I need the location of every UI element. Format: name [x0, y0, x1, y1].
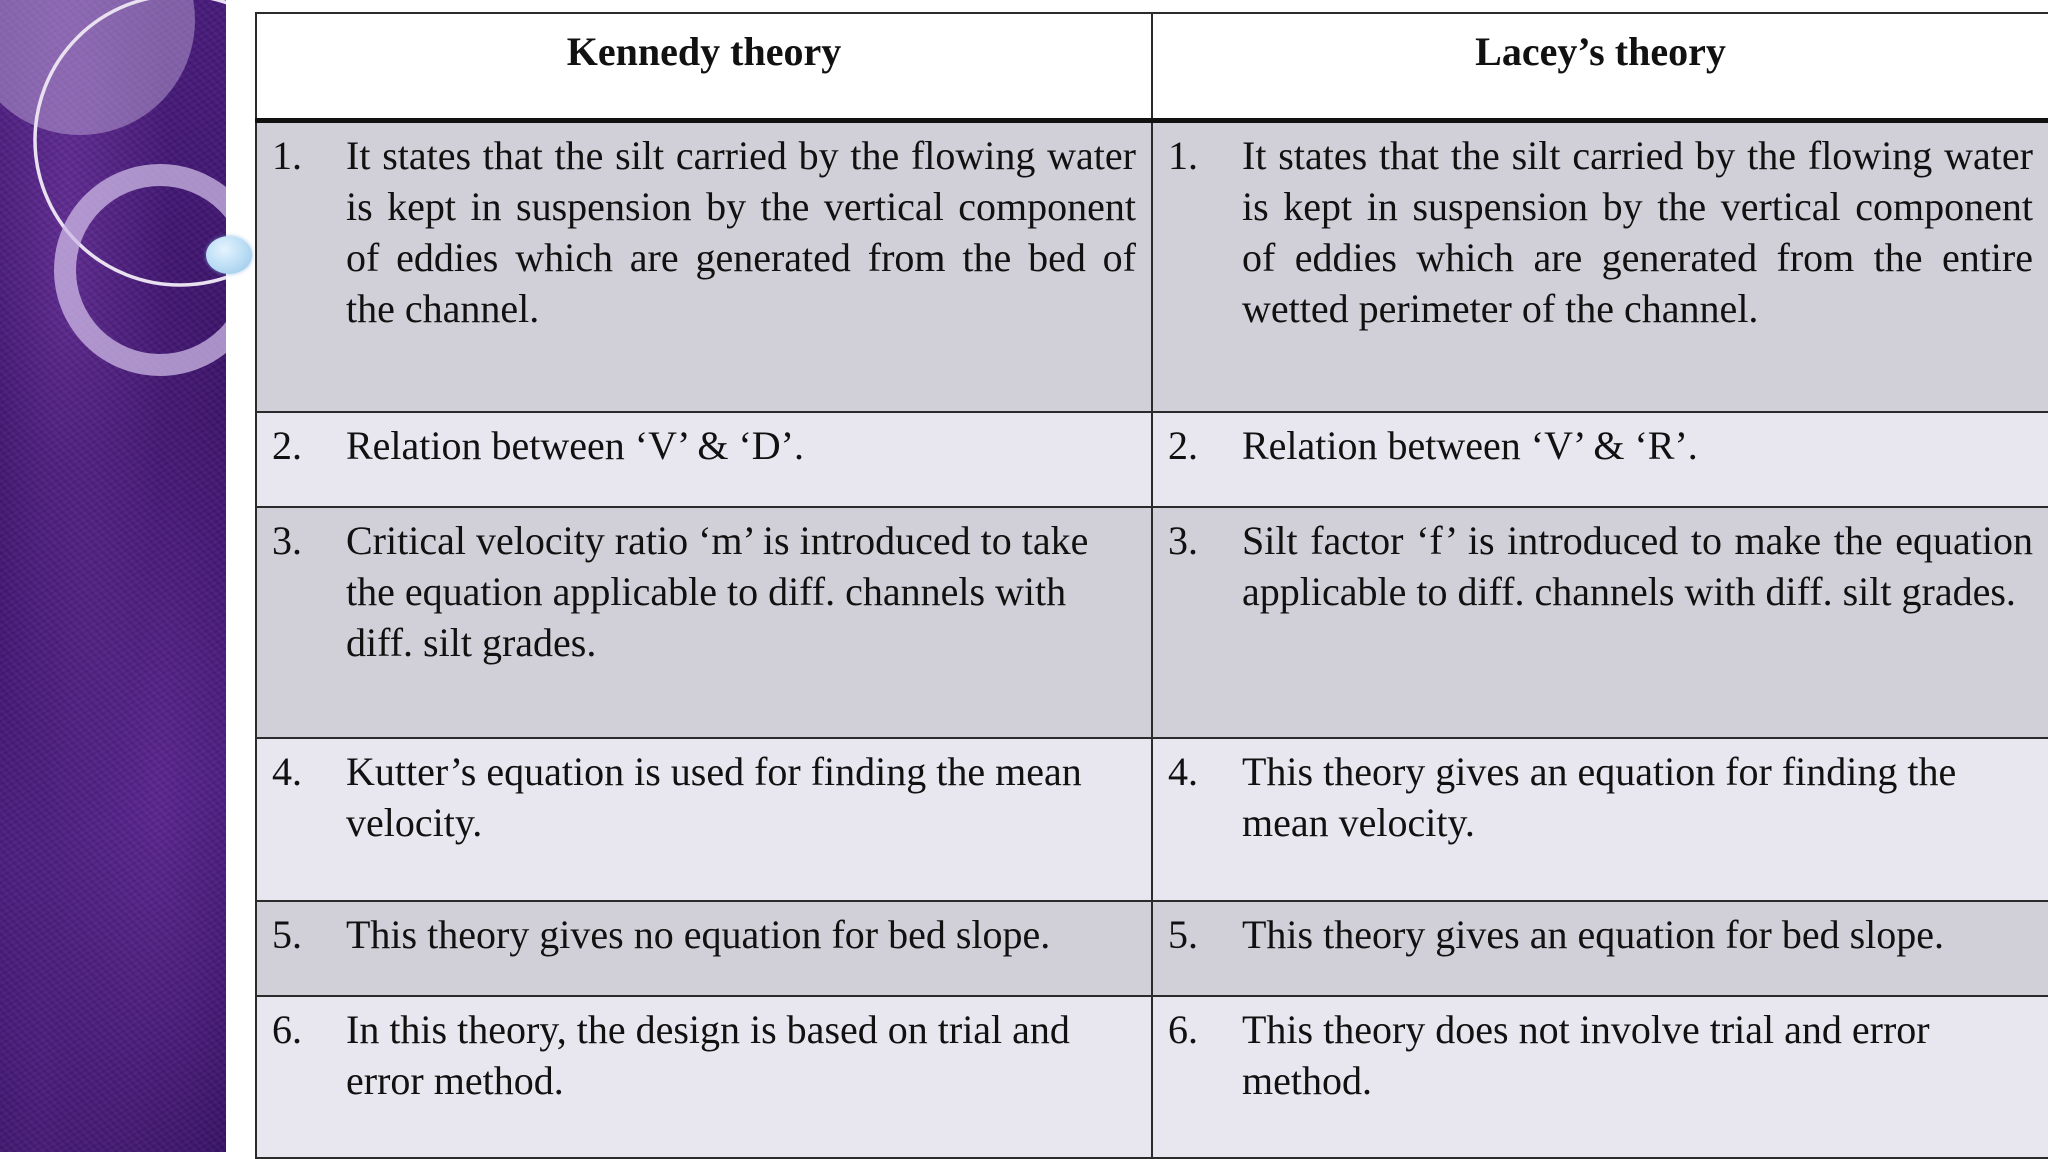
table-row [256, 738, 2048, 901]
item-text: Silt factor ‘f’ is introduced to make the equation applicable to diff. channels with diff. silt grades. [1242, 518, 2033, 614]
item-number: 3. [272, 518, 302, 563]
lacey-cell [1152, 738, 2048, 901]
kennedy-cell [256, 901, 1152, 996]
decorative-thick-ring [65, 175, 226, 365]
decorative-sidebar [0, 0, 226, 1152]
item-text: This theory gives an equation for finding the mean velocity. [1242, 749, 1957, 845]
item-number: 1. [1168, 133, 1198, 178]
item-number: 6. [272, 1007, 302, 1052]
item-text: This theory gives no equation for bed slope. [346, 912, 1051, 957]
kennedy-cell [256, 412, 1152, 507]
lacey-cell [1152, 412, 2048, 507]
comparison-table-container [255, 12, 2048, 1159]
table-row [256, 412, 2048, 507]
item-number: 1. [272, 133, 302, 178]
decorative-rings [0, 0, 226, 1152]
item-number: 2. [272, 423, 302, 468]
header-kennedy-theory: Kennedy theory [256, 13, 1152, 121]
table-row [256, 996, 2048, 1158]
item-text: This theory does not involve trial and error method. [1242, 1007, 1930, 1103]
lacey-cell [1152, 121, 2048, 413]
lacey-cell [1152, 996, 2048, 1158]
header-laceys-theory: Lacey’s theory [1152, 13, 2048, 121]
lacey-cell [1152, 507, 2048, 738]
item-text: It states that the silt carried by the flowing water is kept in suspension by the vertical component of eddies which are generated from the bed of the channel. [346, 133, 1136, 331]
kennedy-cell [256, 996, 1152, 1158]
item-number: 4. [1168, 749, 1198, 794]
item-text: Relation between ‘V’ & ‘R’. [1242, 423, 1698, 468]
item-number: 2. [1168, 423, 1198, 468]
item-number: 5. [272, 912, 302, 957]
table-row [256, 507, 2048, 738]
decorative-accent-dot [206, 236, 252, 274]
kennedy-cell [256, 121, 1152, 413]
item-text: Critical velocity ratio ‘m’ is introduced to take the equation applicable to diff. channels with diff. silt grades. [346, 518, 1089, 665]
lacey-cell [1152, 901, 2048, 996]
item-number: 6. [1168, 1007, 1198, 1052]
item-text: In this theory, the design is based on trial and error method. [346, 1007, 1070, 1103]
table-row [256, 901, 2048, 996]
kennedy-cell [256, 738, 1152, 901]
comparison-table [255, 12, 2048, 1159]
item-number: 3. [1168, 518, 1198, 563]
item-text: Relation between ‘V’ & ‘D’. [346, 423, 804, 468]
item-number: 4. [272, 749, 302, 794]
kennedy-cell [256, 507, 1152, 738]
item-text: Kutter’s equation is used for finding the mean velocity. [346, 749, 1082, 845]
item-number: 5. [1168, 912, 1198, 957]
item-text: It states that the silt carried by the flowing water is kept in suspension by the vertical component of eddies which are generated from the entire wetted perimeter of the channel. [1242, 133, 2033, 331]
item-text: This theory gives an equation for bed slope. [1242, 912, 1945, 957]
table-row [256, 121, 2048, 413]
table-header-row [256, 13, 2048, 121]
